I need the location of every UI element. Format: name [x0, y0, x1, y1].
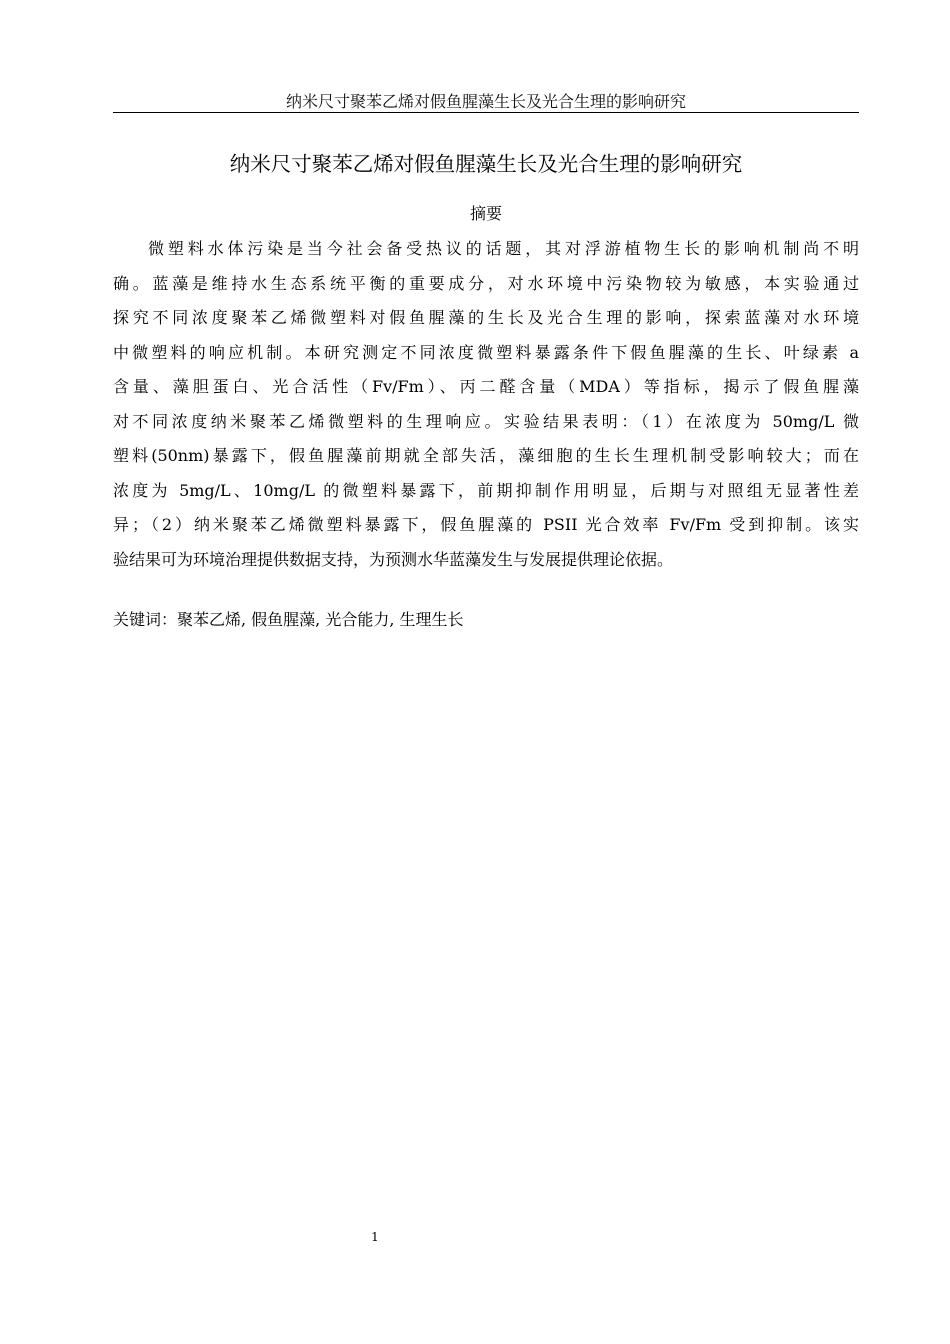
abstract-line: 确。蓝藻是维持水生态系统平衡的重要成分，对水环境中污染物较为敏感，本实验通过 — [113, 273, 859, 293]
abstract-line: 异；（2）纳米聚苯乙烯微塑料暴露下，假鱼腥藻的 PSII 光合效率 Fv/Fm 受到抑制。该实 — [113, 515, 859, 534]
abstract-heading: 摘要 — [469, 204, 502, 223]
abstract-line: 探究不同浓度聚苯乙烯微塑料对假鱼腥藻的生长及光合生理的影响，探索蓝藻对水环境 — [113, 308, 859, 327]
document-title: 纳米尺寸聚苯乙烯对假鱼腥藻生长及光合生理的影响研究 — [229, 152, 743, 176]
abstract-line: 验结果可为环境治理提供数据支持，为预测水华蓝藻发生与发展提供理论依据。 — [113, 549, 674, 569]
abstract-line: 塑料(50nm)暴露下，假鱼腥藻前期就全部失活，藻细胞的生长生理机制受影响较大；而在 — [113, 446, 859, 465]
abstract-line: 浓度为 5mg/L、10mg/L 的微塑料暴露下，前期抑制作用明显，后期与对照组无显著性差 — [113, 480, 859, 500]
page-number: 1 — [371, 1230, 379, 1244]
abstract-line: 含量、藻胆蛋白、光合活性（Fv/Fm）、丙二醛含量（MDA）等指标，揭示了假鱼腥藻 — [113, 377, 859, 396]
running-header: 纳米尺寸聚苯乙烯对假鱼腥藻生长及光合生理的影响研究 — [285, 92, 686, 111]
abstract-line: 对不同浓度纳米聚苯乙烯微塑料的生理响应。实验结果表明：（1）在浓度为 50mg/L 微 — [113, 411, 859, 431]
header-rule — [113, 112, 859, 113]
abstract-line: 中微塑料的响应机制。本研究测定不同浓度微塑料暴露条件下假鱼腥藻的生长、叶绿素 a — [113, 342, 859, 362]
abstract-paragraph — [113, 232, 859, 577]
keywords-line: 关键词：聚苯乙烯, 假鱼腥藻, 光合能力, 生理生长 — [113, 610, 464, 629]
abstract-line: 微塑料水体污染是当今社会备受热议的话题，其对浮游植物生长的影响机制尚不明 — [148, 239, 859, 258]
